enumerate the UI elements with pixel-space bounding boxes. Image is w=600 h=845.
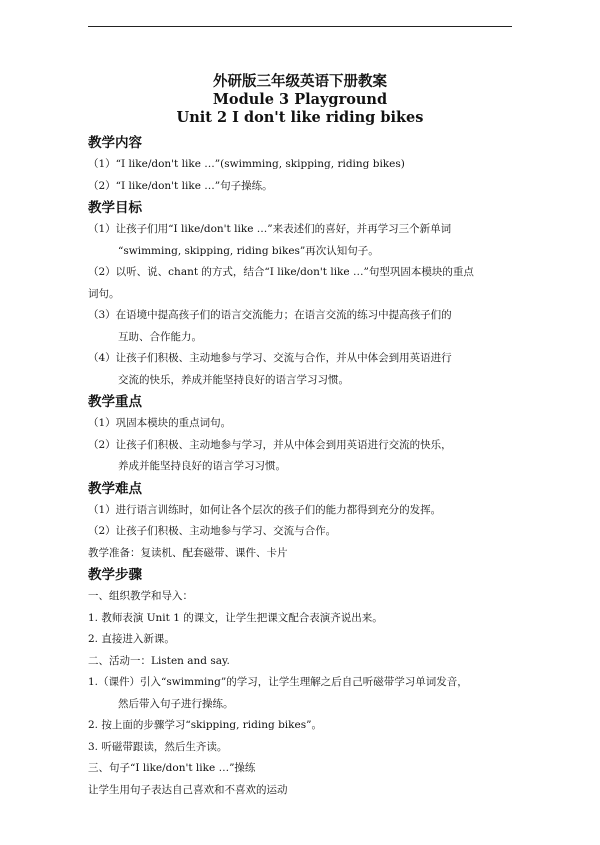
difficulty-item: （2）让孩子们积极、主动地参与学习、交流与合作。: [88, 525, 337, 537]
section-heading-content: 教学内容: [88, 135, 142, 151]
step-line: 三、句子“I like/don't like …”操练: [88, 762, 256, 774]
step-line-continued: 然后带入句子进行操练。: [118, 697, 234, 710]
title-block: [0, 73, 600, 127]
step-line: 一、组织教学和导入：: [88, 590, 193, 602]
goal-item: （1）让孩子们用“I like/don't like …”来表述们的喜好，并再学习三个新单词: [88, 223, 452, 235]
step-line: 3. 听磁带跟读，然后生齐读。: [88, 740, 228, 753]
goal-item-continued: 词句。: [88, 287, 120, 300]
key-point-item-continued: 养成并能坚持良好的语言学习习惯。: [118, 460, 286, 472]
key-point-item: （2）让孩子们积极、主动地参与学习，并从中体会到用英语进行交流的快乐，: [88, 438, 452, 451]
goal-item: （2）以听、说、chant 的方式，结合“I like/don't like …”句型巩固本模块的重点: [88, 266, 474, 278]
step-line: 2. 直接进入新课。: [88, 633, 175, 645]
goal-item: （4）让孩子们积极、主动地参与学习、交流与合作，并从中体会到用英语进行: [88, 352, 452, 364]
section-heading-steps: 教学步骤: [88, 567, 142, 583]
step-line: 2. 按上面的步骤学习“skipping, riding bikes”。: [88, 719, 322, 731]
document-title: 外研版三年级英语下册教案: [213, 73, 387, 90]
step-line: 1. 教师表演 Unit 1 的课文，让学生把课文配合表演齐说出来。: [88, 611, 383, 624]
step-line: 二、活动一：Listen and say.: [88, 654, 230, 667]
section-heading-key-points: 教学重点: [88, 394, 142, 410]
goal-item-continued: 交流的快乐，养成并能坚持良好的语言学习习惯。: [118, 373, 349, 386]
unit-title: Unit 2 I don't like riding bikes: [176, 109, 424, 126]
section-heading-difficulties: 教学难点: [88, 480, 142, 497]
goal-item-continued: 互助、合作能力。: [118, 330, 202, 343]
section-heading-goals: 教学目标: [88, 200, 142, 216]
step-line: 1.（课件）引入“swimming”的学习，让学生理解之后自己听磁带学习单词发音，: [88, 676, 468, 688]
content-item: （2）“I like/don't like …”句子操练。: [88, 179, 273, 192]
difficulty-item: （1）进行语言训练时，如何让各个层次的孩子们的能力都得到充分的发挥。: [88, 503, 442, 516]
goal-item-continued: “swimming, skipping, riding bikes”再次认知句子。: [118, 244, 379, 257]
teaching-preparation: 教学准备：复读机、配套磁带、课件、卡片: [88, 546, 288, 559]
key-point-item: （1）巩固本模块的重点词句。: [88, 417, 232, 429]
module-title: Module 3 Playground: [212, 91, 388, 108]
step-line: 让学生用句子表达自己喜欢和不喜欢的运动: [88, 783, 288, 796]
header-rule: [88, 26, 512, 27]
content-item: （1）“I like/don't like …”(swimming, skipping, riding bikes): [88, 158, 405, 170]
document-body: [88, 132, 514, 801]
goal-item: （3）在语境中提高孩子们的语言交流能力；在语言交流的练习中提高孩子们的: [88, 309, 452, 321]
